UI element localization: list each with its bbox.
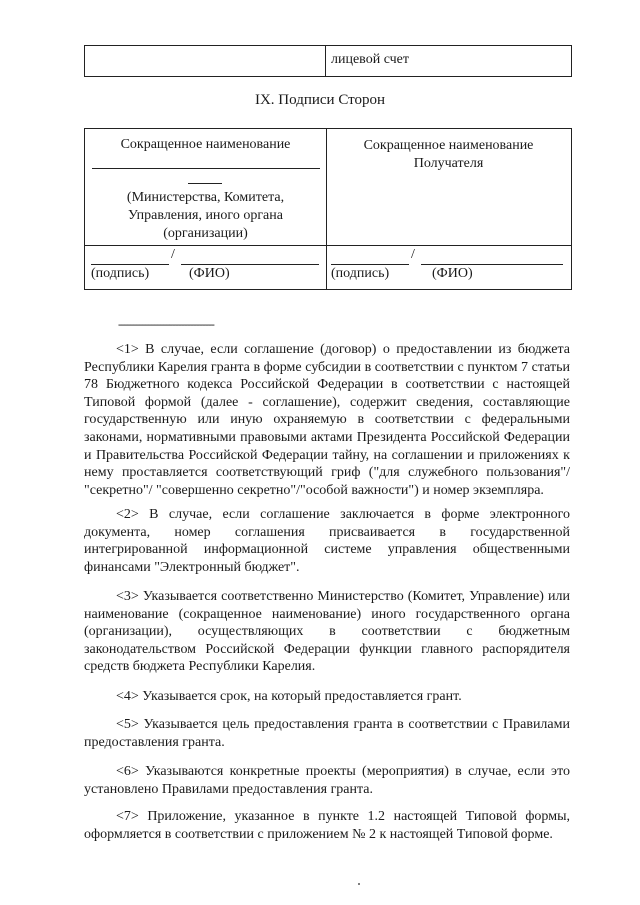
recipient-fio-line xyxy=(421,264,563,265)
signatures-table xyxy=(84,128,572,290)
grantor-header: Сокращенное наименование xyxy=(120,137,291,152)
footnote-1: <1> В случае, если соглашение (договор) о предоставлении из бюджета Республики Карелия гранта в форме субсидии в соответствии с пунктом 7 статьи 78 Бюджетного кодекса Российской Федерации в соответствии с настоящей Типовой формой (далее - соглашение), содержит сведения, составляющие государственную или иную охраняемую в соответствии с федеральными законами, нормативными правовыми актами Президента Российской Федерации и Правительства Российской Федерации тайну, на соглашении и приложениях к нему проставляется соответствующий гриф ("для служебного пользования"/ "секретно"/ "совершенно секретно"/"особой важности") и номер экземпляра. xyxy=(84,342,570,498)
grantor-fio-line xyxy=(181,264,319,265)
footnote-3: <3> Указывается соответственно Министерство (Комитет, Управление) или наименование (сокращенное наименование) иного государственного органа (организации), осуществляющих в соответствии с бюджетным законодательством Российской Федерации функции главного распорядителя средств бюджета Республики Карелия. xyxy=(84,589,570,675)
table-divider xyxy=(325,46,326,76)
footnote-5: <5> Указывается цель предоставления гранта в соответствии с Правилами предоставления гранта. xyxy=(84,717,570,750)
grantor-subtitle: (Министерства, Комитета, Управления, иного органа (организации) xyxy=(126,190,285,241)
grantor-fio-caption: (ФИО) xyxy=(189,266,230,281)
recipient-signature-caption: (подпись) xyxy=(331,266,390,281)
top-table-fragment xyxy=(84,45,572,77)
footnote-7: <7> Приложение, указанное в пункте 1.2 настоящей Типовой формы, оформляется в соответствии с приложением № 2 к настоящей Типовой форме. xyxy=(84,809,570,842)
recipient-slash: / xyxy=(411,247,415,262)
grantor-slash: / xyxy=(171,247,175,262)
grantor-name-line-continued xyxy=(188,183,222,184)
scan-speck xyxy=(358,883,360,885)
footnote-2: <2> В случае, если соглашение заключается в форме электронного документа, номер соглашения присваивается в государственной интегрированной информационной системе управления общественными финансами "Электронный бюджет". xyxy=(84,507,570,575)
account-cell: лицевой счет xyxy=(331,52,409,67)
section-title: IX. Подписи Сторон xyxy=(254,92,386,108)
recipient-header: Сокращенное наименование Получателя xyxy=(363,138,534,171)
footnote-6: <6> Указываются конкретные проекты (мероприятия) в случае, если это установлено Правилами предоставления гранта. xyxy=(84,764,570,797)
row-divider xyxy=(85,245,571,246)
footnote-separator: -------------------------------- xyxy=(118,317,214,331)
recipient-fio-caption: (ФИО) xyxy=(432,266,473,281)
grantor-signature-caption: (подпись) xyxy=(91,266,150,281)
recipient-signature-line xyxy=(331,264,409,265)
grantor-name-line xyxy=(92,168,320,169)
footnote-4: <4> Указывается срок, на который предоставляется грант. xyxy=(116,689,462,704)
grantor-signature-line xyxy=(91,264,169,265)
